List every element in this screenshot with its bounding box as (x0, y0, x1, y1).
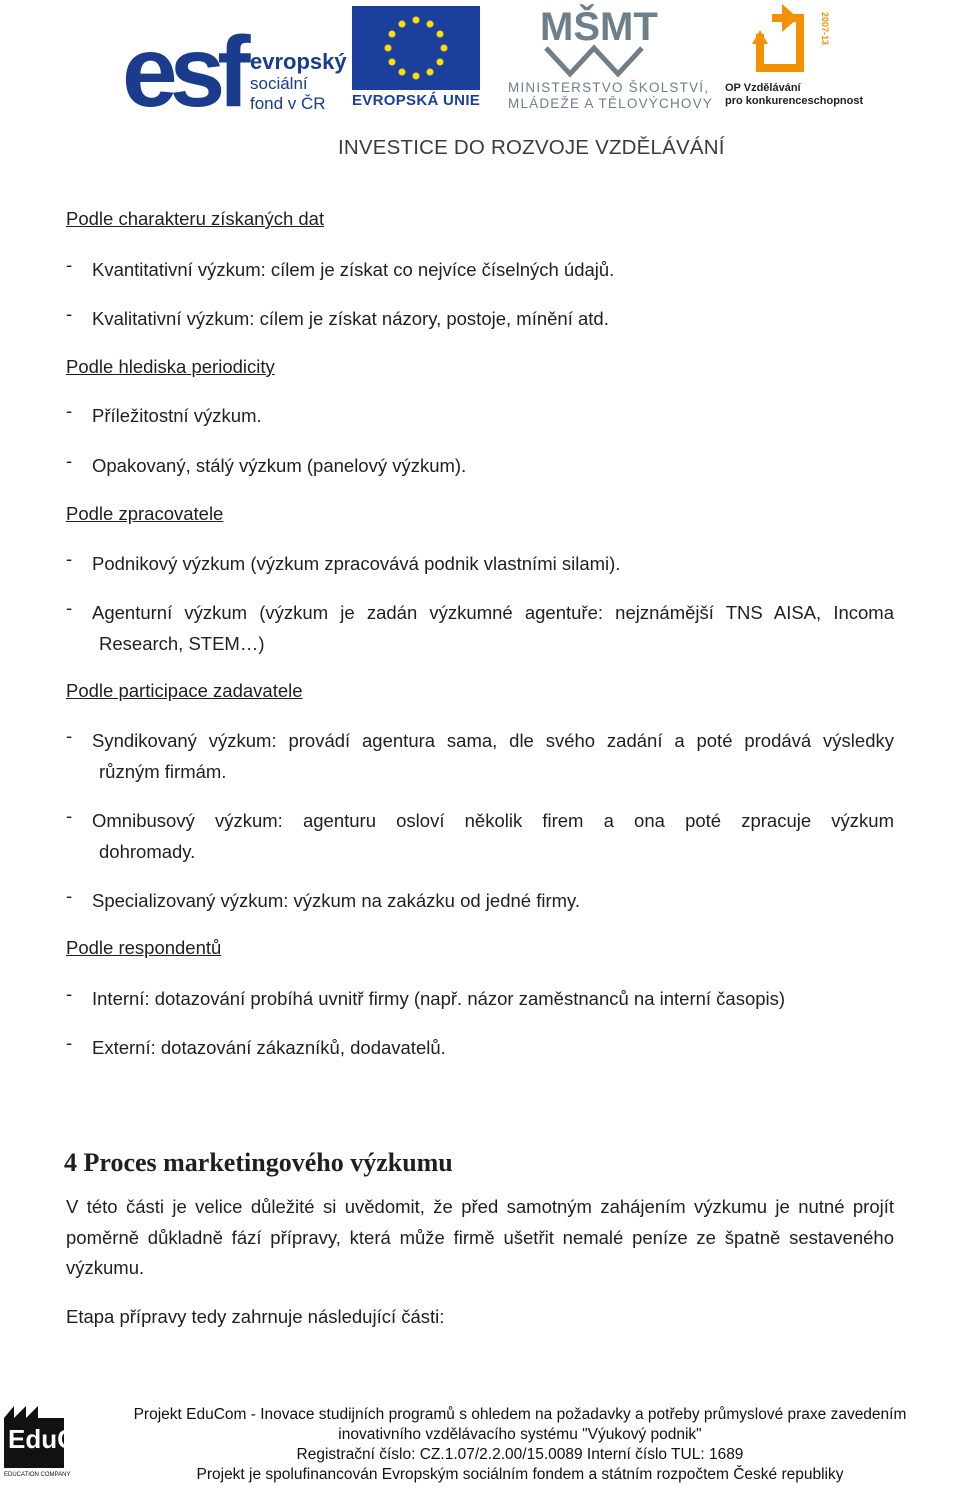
footer-line3: Registrační číslo: CZ.1.07/2.2.00/15.0089 Interní číslo TUL: 1689 (296, 1446, 744, 1463)
list-item-continuation: dohromady. (99, 841, 196, 862)
eu-flag-icon (352, 6, 480, 90)
svg-text:EDUCATION COMPANY: EDUCATION COMPANY (4, 1472, 71, 1478)
list-item-text: Podnikový výzkum (výzkum zpracovává podnik vlastními silami). (92, 553, 621, 574)
list-item-text: Kvantitativní výzkum: cílem je získat co nejvíce číselných údajů. (92, 259, 615, 280)
op-line2: pro konkurenceschopnost (725, 95, 864, 107)
list-item (66, 805, 894, 867)
esf-line1: evropský (250, 49, 347, 74)
list-dash: - (66, 303, 73, 324)
list-item-text: Agenturní výzkum (výzkum je zadán výzkumné agentuře: nejznámější TNS AISA, Incoma (92, 602, 894, 623)
list-item-text: Externí: dotazování zákazníků, dodavatelů. (92, 1037, 446, 1058)
list-item (66, 885, 894, 916)
list-dash: - (66, 885, 73, 906)
list-item-text: Interní: dotazování probíhá uvnitř firmy (např. názor zaměstnanců na interní časopis) (92, 988, 786, 1009)
chapter-paragraph: V této části je velice důležité si uvědomit, že před samotným zahájením výzkumu je nutné projít poměrně důkladně fází přípravy, která může firmě ušetřit nemalé peníze ze špatně sestaveného výzkumu. (66, 1196, 894, 1278)
list-item-text: Kvalitativní výzkum: cílem je získat názory, postoje, mínění atd. (92, 308, 609, 329)
list-item (66, 400, 894, 431)
list-item (66, 597, 894, 659)
section-heading-data: Podle charakteru získaných dat (66, 208, 325, 229)
investice-banner: INVESTICE DO ROZVOJE VZDĚLÁVÁNÍ (338, 136, 725, 159)
list-item-continuation: Research, STEM…) (99, 633, 265, 654)
footer-line1: Projekt EduCom - Inovace studijních programů s ohledem na požadavky a potřeby průmyslové praxe zavedením (133, 1406, 907, 1423)
esf-logo-text (250, 50, 347, 114)
chapter-paragraph-2: Etapa přípravy tedy zahrnuje následující části: (66, 1306, 445, 1327)
list-dash: - (66, 254, 73, 275)
esf-logo-icon (120, 6, 243, 128)
list-item-text: Specializovaný výzkum: výzkum na zakázku od jedné firmy. (92, 890, 581, 911)
op-line1: OP Vzdělávání (725, 82, 801, 94)
footer (80, 1405, 960, 1485)
op-logo-icon (752, 4, 838, 82)
section-heading-respondents: Podle respondentů (66, 937, 222, 958)
list-dash: - (66, 725, 73, 746)
msmt-text (508, 80, 713, 112)
educom-logo-icon (4, 1404, 115, 1478)
svg-text:EduCom: EduCom (8, 1424, 115, 1454)
list-item (66, 548, 894, 579)
section-heading-processor: Podle zpracovatele (66, 503, 224, 524)
list-dash: - (66, 805, 73, 826)
eu-caption: EVROPSKÁ UNIE (352, 92, 481, 109)
list-item (66, 303, 894, 334)
list-item-text: Syndikovaný výzkum: provádí agentura sama, dle svého zadání a poté prodává výsledky (92, 730, 894, 751)
list-item-text: Omnibusový výzkum: agenturu osloví několik firem a ona poté zpracuje výzkum (92, 810, 894, 831)
list-item-text: Příležitostní výzkum. (92, 405, 262, 426)
list-item (66, 983, 894, 1014)
list-item (66, 450, 894, 481)
list-item-text: Opakovaný, stálý výzkum (panelový výzkum). (92, 455, 467, 476)
msmt-line2: MLÁDEŽE A TĚLOVÝCHOVY (508, 96, 714, 111)
svg-text:esf: esf (122, 16, 243, 128)
list-dash: - (66, 597, 73, 618)
svg-text:2007-13: 2007-13 (820, 12, 830, 46)
esf-line3: fond v ČR (250, 94, 326, 113)
op-logo-text (725, 82, 863, 108)
list-item-continuation: různým firmám. (99, 761, 227, 782)
list-item (66, 254, 894, 285)
svg-text:MŠMT: MŠMT (540, 5, 658, 49)
esf-line2: sociální (250, 74, 308, 93)
section-heading-participation: Podle participace zadavatele (66, 680, 303, 701)
section-heading-periodicity: Podle hlediska periodicity (66, 356, 275, 377)
list-dash: - (66, 450, 73, 471)
list-item (66, 1032, 894, 1063)
footer-line2: inovativního vzdělávacího systému "Výukový podnik" (338, 1426, 702, 1443)
list-dash: - (66, 983, 73, 1004)
msmt-logo-icon (540, 4, 660, 80)
header-logos (0, 0, 960, 170)
chapter-title: 4 Proces marketingového výzkumu (64, 1148, 453, 1177)
msmt-line1: MINISTERSTVO ŠKOLSTVÍ, (508, 80, 710, 95)
list-dash: - (66, 400, 73, 421)
list-dash: - (66, 548, 73, 569)
list-item (66, 725, 894, 787)
list-dash: - (66, 1032, 73, 1053)
footer-line4: Projekt je spolufinancován Evropským sociálním fondem a státním rozpočtem České republiky (196, 1466, 844, 1483)
